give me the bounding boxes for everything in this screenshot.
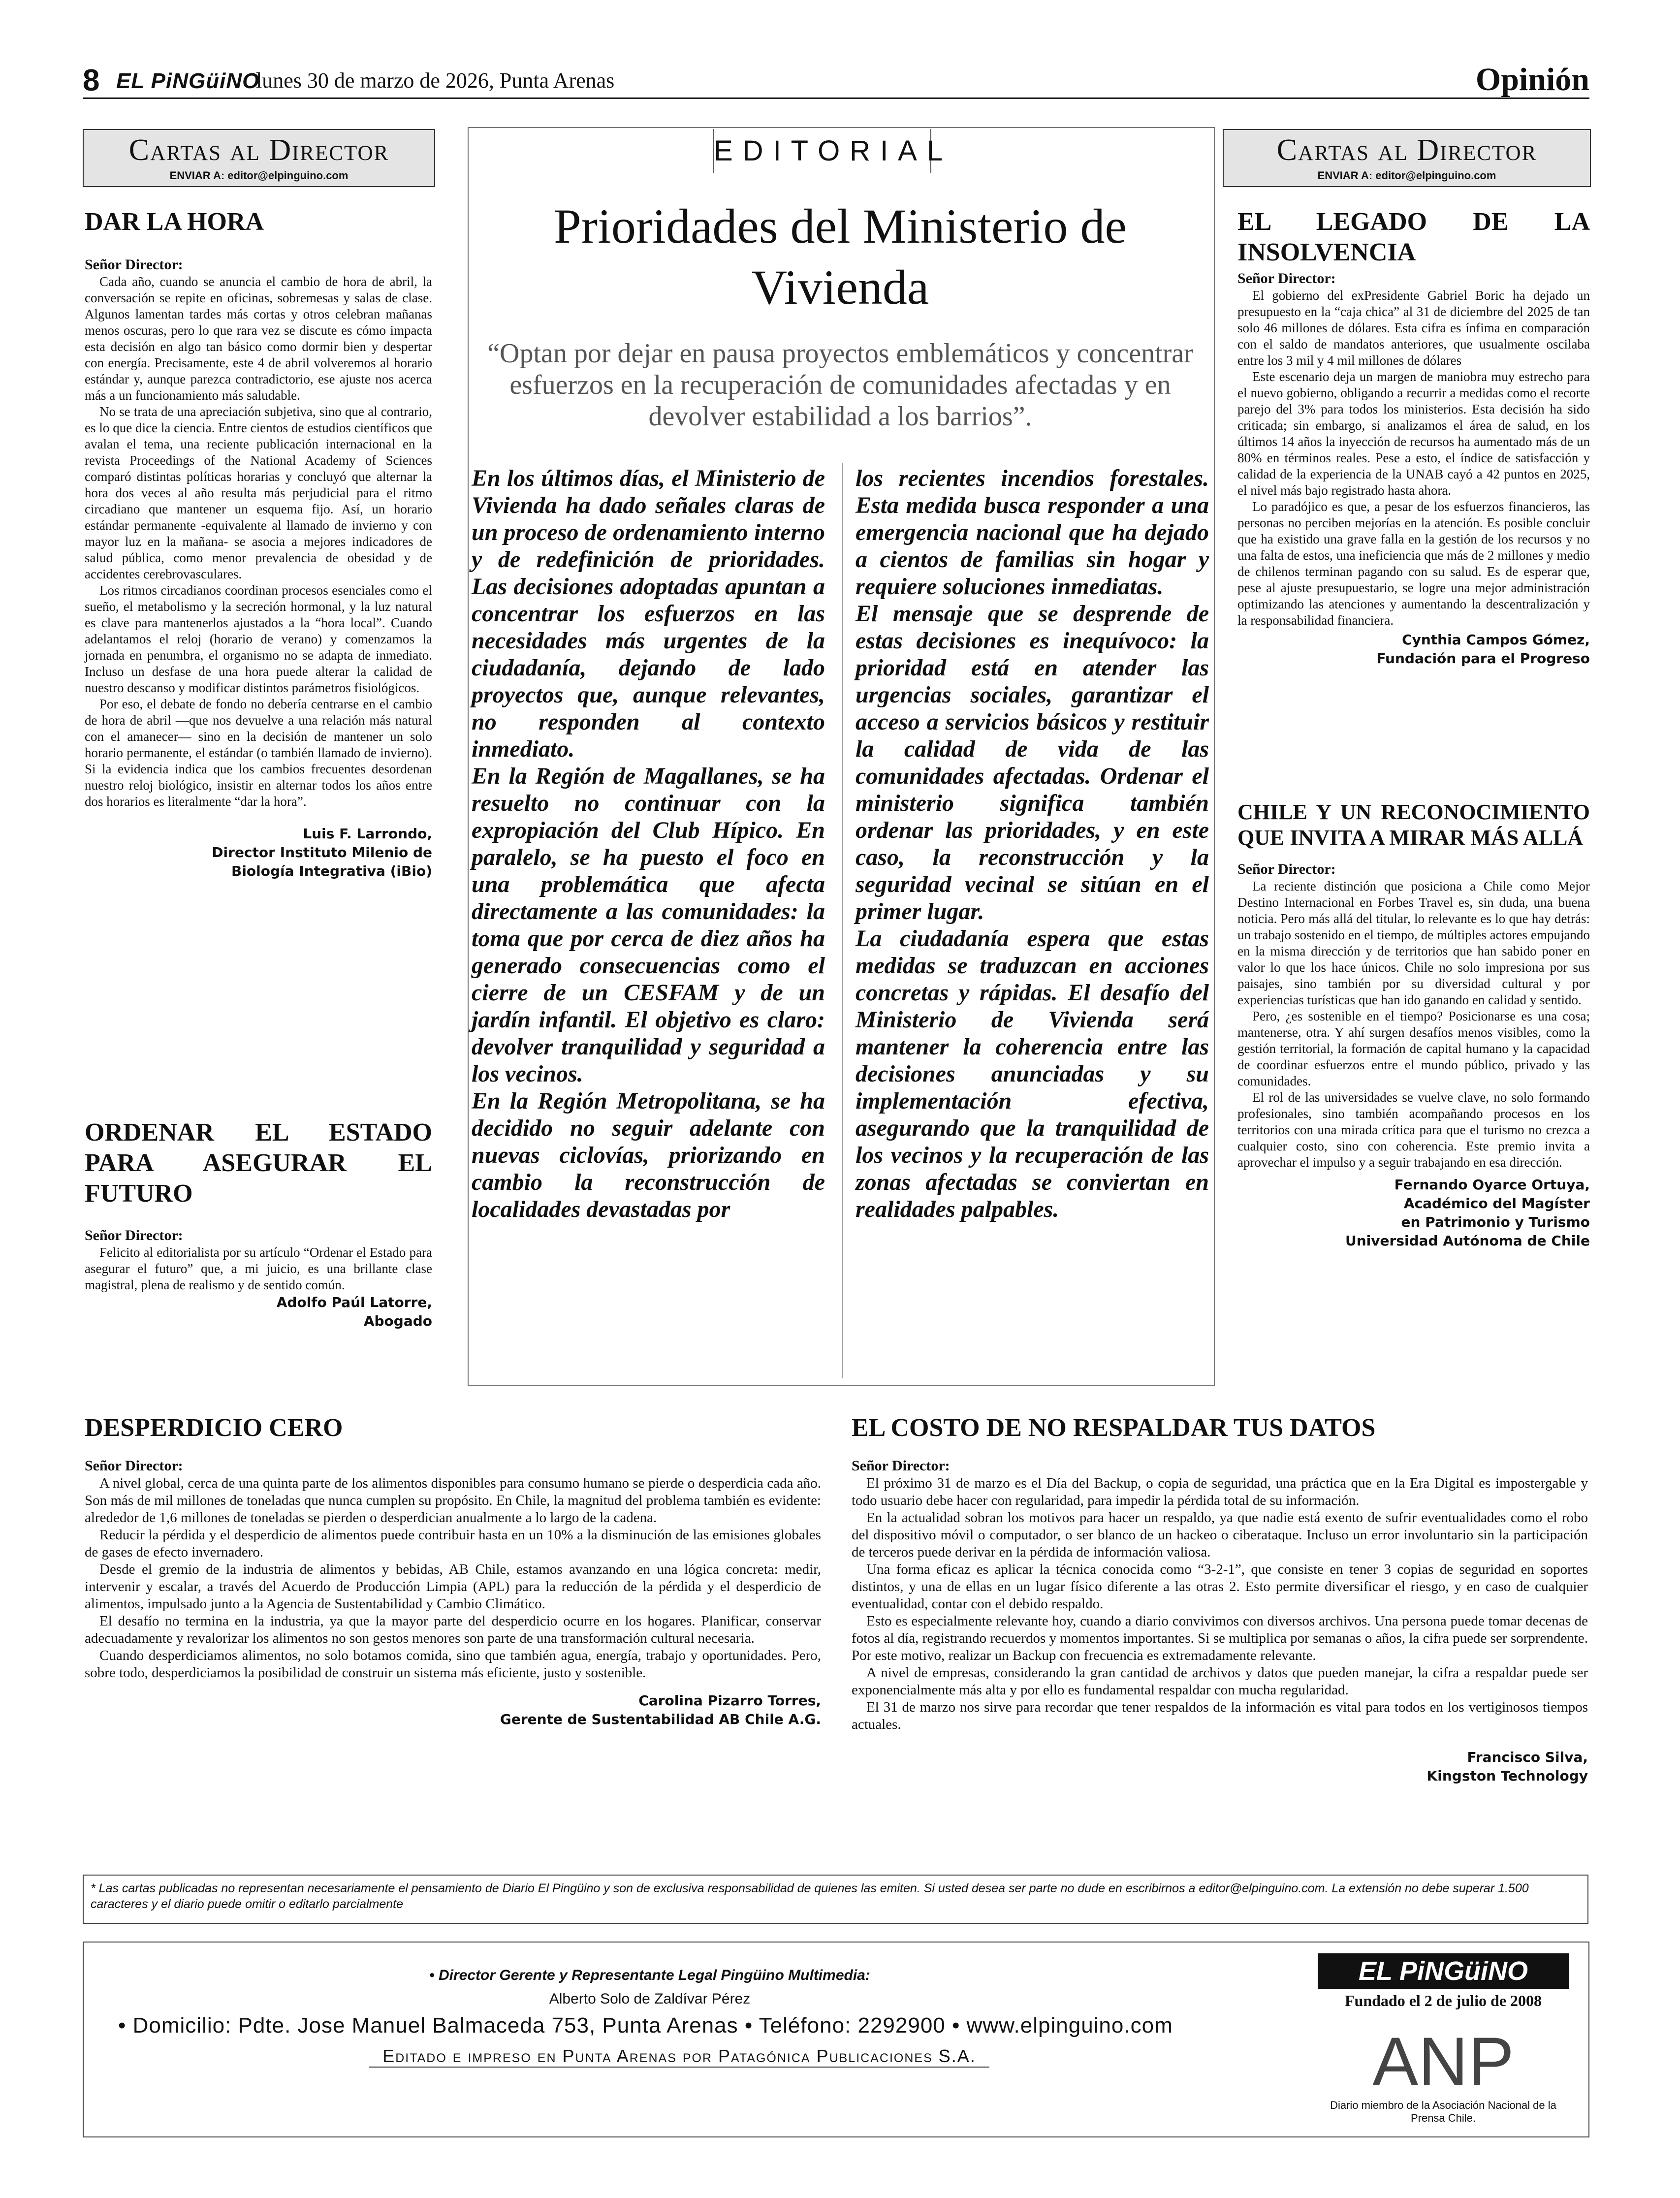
letter-chile-reconocimiento — [1237, 799, 1590, 1250]
signature-line: Carolina Pizarro Torres, — [638, 1692, 821, 1709]
letter-paragraph: Reducir la pérdida y el desperdicio de alimentos puede contribuir hasta en un 10% a la disminución de las emisiones globales de gases de efecto invernadero. — [85, 1527, 821, 1560]
signature-line: Gerente de Sustentabilidad AB Chile A.G. — [500, 1711, 821, 1727]
letter-paragraph: Felicito al editorialista por su artículo “Ordenar el Estado para asegurar el futuro” que, a mi juicio, es una brillante clase magistral, plena de realismo y de sentido común. — [85, 1245, 432, 1292]
editorial-pull-quote: “Optan por dejar en pausa proyectos emblemáticos y concentrar esfuerzos en la recuperación de comunidades afectadas y en devolver estabilidad a los barrios”. — [487, 338, 1193, 432]
editorial-paragraph: En la Región de Magallanes, se ha resuelto no continuar con la expropiación del Club Hípico. En paralelo, se ha puesto el foco en una problemática que afecta directamente a las comunidades: la toma que por cerca de diez años ha generado consecuencias como el cierre de un CESFAM y de un jardín infantil. El objetivo es claro: devolver tranquilidad y seguridad a los vecinos. — [472, 763, 825, 1087]
letter-paragraph: Pero, ¿es sostenible en el tiempo? Posicionarse es una cosa; mantenerse, otra. Y ahí surgen desafíos menos visibles, como la gestión territorial, la formación de capital humano y la capacidad de coordinar esfuerzos entre el mundo público, privado y las comunidades. — [1237, 1009, 1590, 1088]
letter-title: EL LEGADO DE LA INSOLVENCIA — [1237, 208, 1590, 266]
letters-box-title: Cartas al Director — [1276, 133, 1537, 167]
letters-box-email: ENVIAR A: editor@elpinguino.com — [169, 169, 349, 182]
imprint-printer: Editado e impreso en Punta Arenas por Patagónica Publicaciones S.A. — [369, 2046, 989, 2068]
letter-salutation: Señor Director: — [852, 1458, 950, 1474]
letter-paragraph: Cuando desperdiciamos alimentos, no solo botamos comida, sino que también agua, energía, trabajo y oportunidades. Pero, sobre todo, desperdiciamos la posibilidad de construir un sistema más eficiente, justo y sostenible. — [85, 1648, 821, 1681]
letter-signature — [1237, 1176, 1590, 1250]
masthead-logo: EL PiNGüiNO — [116, 69, 260, 93]
letter-paragraph: Lo paradójico es que, a pesar de los esfuerzos financieros, las personas no perciben mejorías en la atención. Es posible concluir que ha existido una grave falla en la gestión de los recursos y no una falta de estos, una ineficiencia que más de 2 millones y medio de chilenos terminan pagando con su salud. Es de esperar que, pese al ajuste presupuestario, se logre una mejor administración optimizando las atenciones y aumentando la descentralización y la responsabilidad financiera. — [1237, 499, 1590, 628]
letter-paragraph: En la actualidad sobran los motivos para hacer un respaldo, ya que nadie está exento de sufrir eventualidades como el robo del dispositivo móvil o computador, o ser blanco de un hackeo o ciberataque. Incluso un error involuntario sin la participación de terceros puede derivar en la pérdida de información valiosa. — [852, 1510, 1588, 1560]
letter-desperdicio-cero — [85, 1413, 821, 1729]
editorial-paragraph: El mensaje que se desprende de estas decisiones es inequívoco: la prioridad está en atender las urgencias sociales, garantizar el acceso a servicios básicos y restituir la calidad de vida de las comunidades afectadas. Ordenar el ministerio significa también ordenar las prioridades, y en este caso, la reconstrucción y la seguridad vecinal se sitúan en el primer lugar. — [856, 601, 1209, 924]
letters-box-left — [83, 129, 435, 187]
letter-signature — [85, 825, 432, 881]
letter-title: EL COSTO DE NO RESPALDAR TUS DATOS — [852, 1414, 1376, 1442]
signature-line: Adolfo Paúl Latorre, — [276, 1294, 432, 1310]
signature-line: Fundación para el Progreso — [1376, 650, 1590, 667]
imprint-director-name: Alberto Solo de Zaldívar Pérez — [549, 1991, 751, 2007]
anp-logo — [1342, 2021, 1544, 2095]
signature-line: Director Instituto Milenio de — [212, 844, 432, 860]
letter-paragraph: A nivel global, cerca de una quinta parte de los alimentos disponibles para consumo humano se pierde o desperdicia cada año. Son más de mil millones de toneladas que nunca cumplen su propósito. En Chile, la magnitud del problema también es evidente: alrededor de 1,6 millones de toneladas se pierden o desperdician anualmente a lo largo de la cadena. — [85, 1475, 821, 1526]
letter-paragraph: Desde el gremio de la industria de alimentos y bebidas, AB Chile, estamos avanzando en una lógica concreta: medir, intervenir y escalar, a través del Acuerdo de Producción Limpia (APL) para la reducción de la pérdida y el desperdicio de alimentos, impulsado junto a la Agencia de Sustentabilidad y Cambio Climático. — [85, 1561, 821, 1612]
section-title: Opinión — [1475, 62, 1589, 97]
anp-caption: Diario miembro de la Asociación Nacional de la Prensa Chile. — [1330, 2099, 1556, 2124]
editorial-paragraph: La ciudadanía espera que estas medidas se traduzcan en acciones concretas y rápidas. El desafío del Ministerio de Vivienda será mantener la coherencia entre las decisiones anunciadas y su implementación efectiva, asegurando que la tranquilidad de los vecinos y la recuperación de las zonas afectadas se conviertan en realidades palpables. — [856, 925, 1209, 1222]
letter-salutation: Señor Director: — [85, 1227, 183, 1243]
imprint-box — [83, 1942, 1589, 2137]
editorial-column-rule — [842, 463, 843, 1378]
signature-line: Fernando Oyarce Ortuya, — [1394, 1177, 1590, 1193]
letter-salutation: Señor Director: — [1237, 861, 1336, 877]
editorial-column-1 — [472, 465, 825, 1223]
signature-line: Cynthia Campos Gómez, — [1402, 632, 1590, 648]
header-rule — [83, 97, 1589, 99]
signature-line: Universidad Autónoma de Chile — [1345, 1233, 1590, 1249]
signature-line: Kingston Technology — [1426, 1768, 1588, 1784]
letter-paragraph: El 31 de marzo nos sirve para recordar que tener respaldos de la información es vital para todos en los vertiginosos tiempos actuales. — [852, 1699, 1588, 1732]
letter-salutation: Señor Director: — [85, 256, 183, 273]
letter-paragraph: El gobierno del exPresidente Gabriel Boric ha dejado un presupuesto en la “caja chica” al 31 de diciembre del 2025 de tan solo 46 millones de dólares. Esta cifra es ínfima en comparación con el saldo de mandatos anteriores, que usualmente oscilaba entre los 3 mil y 4 mil millones de dólares — [1237, 288, 1590, 368]
letters-disclaimer: * Las cartas publicadas no representan necesariamente el pensamiento de Diario El Pingüino y son de exclusiva responsabilidad de quienes las emiten. Si usted desea ser parte no dude en escribirnos a editor@elpinguino.com. La extensión no debe superar 1.500 caracteres y el diario puede omitir o editarlo parcialmente — [83, 1875, 1588, 1924]
editorial-column-2 — [856, 465, 1209, 1223]
letters-box-title: Cartas al Director — [128, 133, 389, 167]
letter-paragraph: El rol de las universidades se vuelve clave, no solo formando profesionales, sino también acompañando procesos en los territorios con una mirada crítica para que el turismo no crezca a cualquier costo, sino con coherencia. Este premio invita a aprovechar el impulso y a seguir trabajando en esa dirección. — [1237, 1090, 1590, 1170]
signature-line: Académico del Magíster — [1403, 1195, 1590, 1211]
signature-line: Biología Integrativa (iBio) — [231, 863, 432, 879]
letter-paragraph: El desafío no termina en la industria, ya que la mayor parte del desperdicio ocurre en los hogares. Planificar, conservar adecuadamente y revalorizar los alimentos no son gestos menores son parte de una transformación cultural necesaria. — [85, 1613, 821, 1646]
letter-legado-insolvencia — [1237, 207, 1590, 668]
signature-line: Luis F. Larrondo, — [303, 826, 432, 842]
editorial-paragraph: En los últimos días, el Ministerio de Vivienda ha dado señales claras de un proceso de ordenamiento interno y de redefinición de prioridades. Las decisiones adoptadas apuntan a concentrar los esfuerzos en las necesidades más urgentes de la ciudadanía, dejando de lado proyectos que, aunque relevantes, no responden al contexto inmediato. — [472, 465, 825, 762]
letter-paragraph: La reciente distinción que posiciona a Chile como Mejor Destino Internacional en Forbes Travel es, sin duda, una buena noticia. Pero más allá del titular, lo relevante es lo que hay detrás: un trabajo sostenido en el tiempo, de múltiples actores empujando en la misma dirección y de territorios que han sabido poner en valor lo que los hace únicos. Chile no solo impresiona por sus paisajes, sino también por su diversidad cultural y por experiencias turísticas que han ido ganando en calidad y sentido. — [1237, 879, 1590, 1007]
imprint-founded: Fundado el 2 de julio de 2008 — [1344, 1992, 1542, 2009]
letter-paragraph: Los ritmos circadianos coordinan procesos esenciales como el sueño, el metabolismo y la secreción hormonal, y la luz natural es clave para mantenerlos ajustados a la “hora local”. Cuando adelantamos el reloj (horario de verano) y comenzamos la jornada en penumbra, el organismo no se adapta de inmediato. Incluso un desfase de una hora puede alterar la calidad de nuestro descanso y modificar distintos parámetros fisiológicos. — [85, 583, 432, 695]
date-place: lunes 30 de marzo de 2026, Punta Arenas — [256, 68, 615, 93]
editorial-label: EDITORIAL — [713, 129, 931, 173]
imprint-logo: EL PiNGüiNO — [1318, 1953, 1569, 1989]
letter-costo-respaldar-datos — [852, 1413, 1588, 1785]
letter-signature — [85, 1293, 432, 1331]
signature-line: Francisco Silva, — [1467, 1749, 1588, 1765]
letter-paragraph: Por eso, el debate de fondo no debería centrarse en el cambio de hora de abril —que nos devuelve a una relación más natural con el amanecer— sino en la decisión de mantener un solo horario permanente, el estándar (o también llamado de invierno). Si la evidencia indica que los cambios frecuentes desordenan nuestro reloj biológico, insistir en alternar todos los años entre dos horarios es literalmente “dar la hora”. — [85, 697, 432, 809]
page-number: 8 — [83, 64, 100, 97]
letters-box-right — [1223, 129, 1591, 187]
imprint-address: • Domicilio: Pdte. Jose Manuel Balmaceda 753, Punta Arenas • Teléfono: 2292900 • www.elpinguino.com — [118, 2013, 1173, 2038]
letter-paragraph: Una forma eficaz es aplicar la técnica conocida como “3-2-1”, que consiste en tener 3 copias de seguridad en soportes distintos, y una de ellas en un lugar físico diferente a las otras 2. Esto permite diversificar el riesgo, y en caso de cualquier eventualidad, contar con el debido respaldo. — [852, 1561, 1588, 1612]
editorial-title: Prioridades del Ministerio de Vivienda — [554, 199, 1127, 315]
letter-title: DAR LA HORA — [85, 208, 264, 236]
letter-salutation: Señor Director: — [1237, 270, 1336, 287]
letter-signature — [1237, 631, 1590, 668]
letter-signature — [85, 1691, 821, 1729]
letter-signature — [852, 1748, 1588, 1785]
letter-paragraph: A nivel de empresas, considerando la gran cantidad de archivos y datos que pueden manejar, la cifra a respaldar puede ser exponencialmente más alta y por ello es fundamental respaldar con mucha regularidad. — [852, 1665, 1588, 1698]
signature-line: en Patrimonio y Turismo — [1401, 1214, 1590, 1230]
letter-title: DESPERDICIO CERO — [85, 1414, 343, 1442]
anp-logo-text: ANP — [1372, 2023, 1514, 2095]
letter-dar-la-hora — [85, 207, 432, 881]
letter-paragraph: El próximo 31 de marzo es el Día del Backup, o copia de seguridad, una práctica que en la Era Digital es impostergable y todo usuario debe hacer con regularidad, para impedir la pérdida total de su información. — [852, 1475, 1588, 1508]
signature-line: Abogado — [363, 1313, 432, 1329]
letter-title: ORDENAR EL ESTADO PARA ASEGURAR EL FUTURO — [85, 1118, 432, 1208]
letter-paragraph: Esto es especialmente relevante hoy, cuando a diario convivimos con diversos archivos. Una persona puede tomar decenas de fotos al día, registrando recuerdos y momentos importantes. Si se multiplica por semanas o años, la cifra puede ser sorprendente. Por este motivo, realizar un Backup con frecuencia es extremadamente relevante. — [852, 1613, 1588, 1663]
letter-paragraph: Este escenario deja un margen de maniobra muy estrecho para el nuevo gobierno, obligando a recurrir a medidas como el recorte parejo del 3% para todos los ministerios. Esta decisión ha sido criticada; sin embargo, si analizamos el área de salud, en los últimos 14 años la inyección de recursos ha aumentado más de un 80% en términos reales. Pese a esto, el índice de satisfacción y calidad de la experiencia de la UNAB cayó a 42 puntos en 2025, el nivel más bajo registrado hasta ahora. — [1237, 369, 1590, 498]
letter-ordenar-el-estado — [85, 1117, 432, 1331]
editorial-paragraph: En la Región Metropolitana, se ha decidido no seguir adelante con nuevas ciclovías, priorizando en cambio la reconstrucción de localidades devastadas por — [472, 1088, 825, 1222]
letter-salutation: Señor Director: — [85, 1458, 183, 1474]
letter-paragraph: No se trata de una apreciación subjetiva, sino que al contrario, es lo que dice la ciencia. Entre cientos de estudios científicos que avalan el tema, una reciente publicación internacional en la revista Proceedings of the National Academy of Sciences comparó distintas políticas horarias y concluyó que alternar la hora dos veces al año resulta más perjudicial para el ritmo circadiano que mantener un esquema fijo. Así, un horario estándar permanente -equivalente al llamado de invierno y con mayor luz en la mañana- se asocia a mejores indicadores de salud pública, como menor prevalencia de obesidad y de accidentes cerebrovasculares. — [85, 404, 432, 581]
imprint-director-label: • Director Gerente y Representante Legal Pingüino Multimedia: — [429, 1967, 870, 1983]
editorial-paragraph: los recientes incendios forestales. Esta medida busca responder a una emergencia nacional que ha dejado a cientos de familias sin hogar y requiere soluciones inmediatas. — [856, 465, 1209, 600]
letters-box-email: ENVIAR A: editor@elpinguino.com — [1317, 169, 1496, 182]
letter-title: CHILE Y UN RECONOCIMIENTO QUE INVITA A MIRAR MÁS ALLÁ — [1237, 800, 1590, 850]
letter-paragraph: Cada año, cuando se anuncia el cambio de hora de abril, la conversación se repite en oficinas, sobremesas y salas de clase. Algunos lamentan tardes más cortas y otros celebran mañanas menos oscuras, pero lo que rara vez se discute es cómo impacta esta decisión en algo tan básico como dormir bien y despertar con energía. Precisamente, este 4 de abril volveremos al horario estándar y, aunque parezca contradictorio, ese ajuste nos acerca más a un funcionamiento más saludable. — [85, 274, 432, 403]
